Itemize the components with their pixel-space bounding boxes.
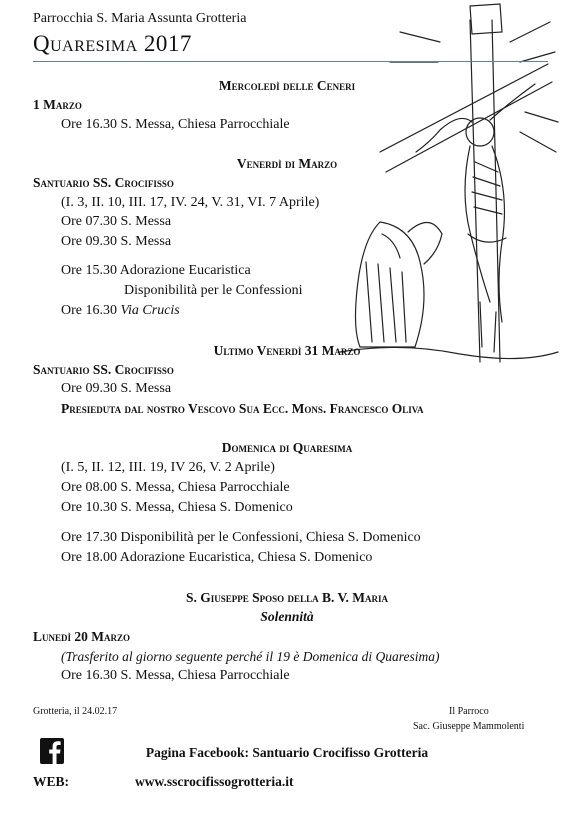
via-crucis-time: Ore 16.30: [61, 303, 121, 318]
heading-st-joseph: S. Giuseppe Sposo della B. V. Maria: [186, 590, 388, 605]
parish-priest-name: Sac. Giuseppe Mammolenti: [413, 721, 525, 732]
mass-line: Ore 09.30 S. Messa: [61, 234, 172, 249]
date-1-march: 1 Marzo: [33, 97, 82, 112]
title-divider: [33, 61, 548, 62]
mass-line: Ore 09.30 S. Messa: [61, 381, 172, 396]
heading-last-friday: Ultimo Venerdì 31 Marzo: [213, 343, 361, 358]
web-url-link[interactable]: www.sscrocifissogrotteria.it: [135, 774, 294, 789]
parish-name: Parrocchia S. Maria Assunta Grotteria: [33, 11, 247, 26]
confession-line: Disponibilità per le Confessioni: [124, 283, 303, 298]
mass-line: Ore 08.00 S. Messa, Chiesa Parrocchiale: [61, 480, 290, 495]
mass-line: Ore 16.30 S. Messa, Chiesa Parrocchiale: [61, 117, 290, 132]
solemnity-label: Solennità: [260, 609, 314, 624]
via-crucis-line: [61, 303, 180, 319]
page-title: Quaresima 2017: [33, 31, 192, 56]
facebook-page-text: Pagina Facebook: Santuario Crocifisso Grotteria: [145, 745, 429, 760]
heading-lent-sundays: Domenica di Quaresima: [221, 440, 353, 455]
place-date: Grotteria, il 24.02.17: [33, 706, 118, 717]
via-crucis-label: Via Crucis: [120, 303, 180, 318]
mass-line: Ore 10.30 S. Messa, Chiesa S. Domenico: [61, 500, 293, 515]
heading-march-fridays: Venerdì di Marzo: [236, 156, 338, 171]
friday-dates: (I. 3, II. 10, III. 17, IV. 24, V. 31, VI. 7 Aprile): [61, 195, 320, 210]
sunday-dates: (I. 5, II. 12, III. 19, IV 26, V. 2 Aprile): [61, 460, 275, 475]
transfer-note: (Trasferito al giorno seguente perché il 19 è Domenica di Quaresima): [61, 649, 440, 664]
adoration-line: Ore 15.30 Adorazione Eucaristica: [61, 263, 251, 278]
mass-line: Ore 16.30 S. Messa, Chiesa Parrocchiale: [61, 668, 290, 683]
mass-line: Ore 07.30 S. Messa: [61, 214, 172, 229]
place-santuario: Santuario SS. Crocifisso: [33, 175, 174, 190]
crucifixion-illustration: [320, 2, 560, 370]
bishop-line: Presieduta dal nostro Vescovo Sua Ecc. Mons. Francesco Oliva: [61, 401, 424, 416]
confession-line: Ore 17.30 Disponibilità per le Confessioni, Chiesa S. Domenico: [61, 530, 421, 545]
adoration-line: Ore 18.00 Adorazione Eucaristica, Chiesa S. Domenico: [61, 550, 373, 565]
place-santuario: Santuario SS. Crocifisso: [33, 362, 174, 377]
web-label: WEB:: [33, 774, 70, 789]
parish-priest-role: Il Parroco: [449, 706, 489, 717]
date-20-march: Lunedì 20 Marzo: [33, 629, 131, 644]
heading-ash-wednesday: Mercoledì delle Ceneri: [218, 78, 356, 93]
